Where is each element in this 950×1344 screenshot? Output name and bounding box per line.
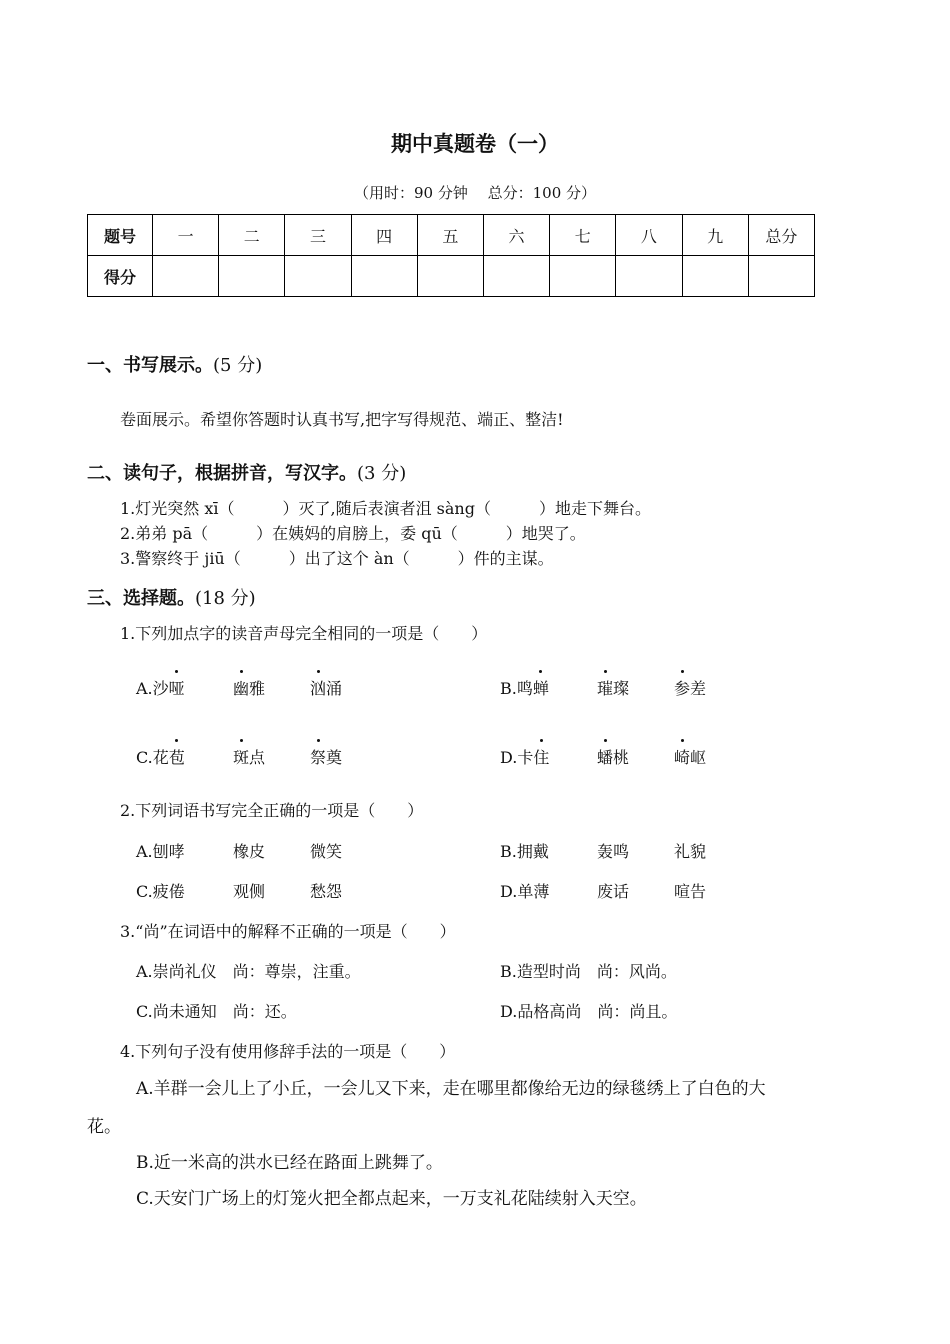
q1-c-dotted-char: 斑: [233, 745, 249, 768]
q1-a-word-2: [233, 676, 265, 699]
q2-option-a-word: 橡皮: [233, 842, 266, 861]
q4-option-b: B.近一米高的洪水已经在路面上跳舞了。: [136, 1153, 443, 1173]
q2-option-c: C.疲倦: [136, 882, 185, 901]
col-7: 七: [550, 215, 616, 256]
section-2-line-1: 1.灯光突然 xī（ ）灭了,随后表演者沮 sàng（ ）地走下舞台。: [120, 499, 651, 518]
q4-option-c: C.天安门广场上的灯笼火把全都点起来，一万支礼花陆续射入天空。: [136, 1189, 647, 1209]
q2-option-b-word: 礼貌: [674, 842, 707, 861]
q1-d-label: D.卡: [500, 748, 534, 767]
section-2-title: 二、读句子，根据拼音，写汉字。: [87, 463, 357, 484]
q1-option-c: [136, 745, 185, 768]
q1-b-dotted-char: 参: [674, 676, 690, 699]
q1-d-dotted-char: 住: [533, 745, 549, 768]
q4-option-a: A.羊群一会儿上了小丘，一会儿又下来，走在哪里都像给无边的绿毯绣上了白色的大: [136, 1079, 766, 1099]
q1-option-d: [500, 745, 549, 768]
q1-c-label: C.花: [136, 748, 169, 767]
q1-a-char: 涌: [326, 679, 343, 698]
q2-option-a-word: 微笑: [310, 842, 343, 861]
q2-option-b-word: 轰鸣: [597, 842, 630, 861]
score-cell[interactable]: [550, 256, 616, 297]
score-table-header-row: [88, 215, 815, 256]
q1-c-dotted-char: 苞: [169, 745, 185, 768]
score-cell[interactable]: [285, 256, 351, 297]
q2-option-d: D.单薄: [500, 882, 550, 901]
score-cell[interactable]: [219, 256, 285, 297]
q2-option-d-word: 废话: [597, 882, 630, 901]
q1-b-word-2: [597, 676, 629, 699]
q1-option-a: [136, 676, 185, 699]
score-cell[interactable]: [748, 256, 814, 297]
page-title: 期中真题卷（一）: [391, 132, 559, 156]
section-2-points: (3 分): [357, 463, 407, 484]
q1-a-label: A.沙: [136, 679, 169, 698]
q2-stem: 2.下列词语书写完全正确的一项是（ ）: [120, 801, 424, 820]
q1-c-char: 点: [249, 748, 266, 767]
col-6: 六: [483, 215, 549, 256]
score-cell[interactable]: [616, 256, 682, 297]
q1-b-word-3: [674, 676, 706, 699]
col-1: 一: [153, 215, 219, 256]
section-3-title: 三、选择题。: [87, 588, 195, 609]
q1-a-dotted-char: 幽: [233, 676, 249, 699]
q2-option-a: A.刨哮: [136, 842, 185, 861]
section-2-line-3: 3.警察终于 jiū（ ）出了这个 àn（ ）件的主谋。: [120, 549, 554, 568]
score-cell[interactable]: [351, 256, 417, 297]
col-3: 三: [285, 215, 351, 256]
section-1-title: 一、书写展示。: [87, 355, 213, 376]
q1-c-dotted-char: 祭: [310, 745, 326, 768]
q3-option-a: A.崇尚礼仪 尚：尊崇，注重。: [136, 962, 361, 981]
q1-c-word-3: [310, 745, 342, 768]
q1-stem: 1.下列加点字的读音声母完全相同的一项是（ ）: [120, 624, 488, 643]
q1-d-word-2: [597, 745, 629, 768]
section-1-points: (5 分): [213, 355, 263, 376]
exam-info: （用时：90 分钟 总分：100 分）: [353, 184, 597, 202]
q1-b-dotted-char: 蝉: [533, 676, 549, 699]
q1-c-char: 奠: [326, 748, 343, 767]
col-9: 九: [682, 215, 748, 256]
section-3-heading: [87, 584, 256, 610]
q1-a-dotted-char: 汹: [310, 676, 326, 699]
row-label: 得分: [88, 256, 153, 297]
score-table: [87, 214, 815, 297]
q1-b-dotted-char: 璀: [597, 676, 613, 699]
q1-b-char: 璨: [613, 679, 630, 698]
q2-option-c-word: 愁怨: [310, 882, 343, 901]
q1-a-dotted-char: 哑: [169, 676, 185, 699]
col-total: 总分: [748, 215, 814, 256]
score-cell[interactable]: [483, 256, 549, 297]
q1-d-char: 桃: [613, 748, 630, 767]
section-1-heading: [87, 351, 262, 377]
q1-a-char: 雅: [249, 679, 266, 698]
section-2-line-2: 2.弟弟 pā（ ）在姨妈的肩膀上，委 qū（ ）地哭了。: [120, 524, 586, 543]
q1-d-word-3: [674, 745, 706, 768]
q1-d-dotted-char: 蟠: [597, 745, 613, 768]
q3-option-c: C.尚未通知 尚：还。: [136, 1002, 297, 1021]
col-2: 二: [219, 215, 285, 256]
q4-stem: 4.下列句子没有使用修辞手法的一项是（ ）: [120, 1042, 456, 1061]
q3-option-b: B.造型时尚 尚：风尚。: [500, 962, 677, 981]
q3-stem: 3.“尚”在词语中的解释不正确的一项是（ ）: [120, 922, 456, 941]
q2-option-c-word: 观侧: [233, 882, 266, 901]
q2-option-b: B.拥戴: [500, 842, 549, 861]
section-1-text: 卷面展示。希望你答题时认真书写,把字写得规范、端正、整洁!: [120, 410, 564, 429]
q1-d-char: 岖: [690, 748, 707, 767]
section-2-heading: [87, 459, 406, 485]
q4-option-a-cont: 花。: [87, 1117, 121, 1137]
q1-d-dotted-char: 崎: [674, 745, 690, 768]
q1-c-word-2: [233, 745, 265, 768]
q1-b-label: B.鸣: [500, 679, 533, 698]
score-cell[interactable]: [417, 256, 483, 297]
col-4: 四: [351, 215, 417, 256]
score-cell[interactable]: [682, 256, 748, 297]
q1-b-char: 差: [690, 679, 707, 698]
score-table-score-row: [88, 256, 815, 297]
q1-a-word-3: [310, 676, 342, 699]
q1-option-b: [500, 676, 549, 699]
col-8: 八: [616, 215, 682, 256]
score-cell[interactable]: [153, 256, 219, 297]
col-5: 五: [417, 215, 483, 256]
section-3-points: (18 分): [195, 588, 256, 609]
q2-option-d-word: 喧告: [674, 882, 707, 901]
header-label: 题号: [88, 215, 153, 256]
q3-option-d: D.品格高尚 尚：尚且。: [500, 1002, 678, 1021]
